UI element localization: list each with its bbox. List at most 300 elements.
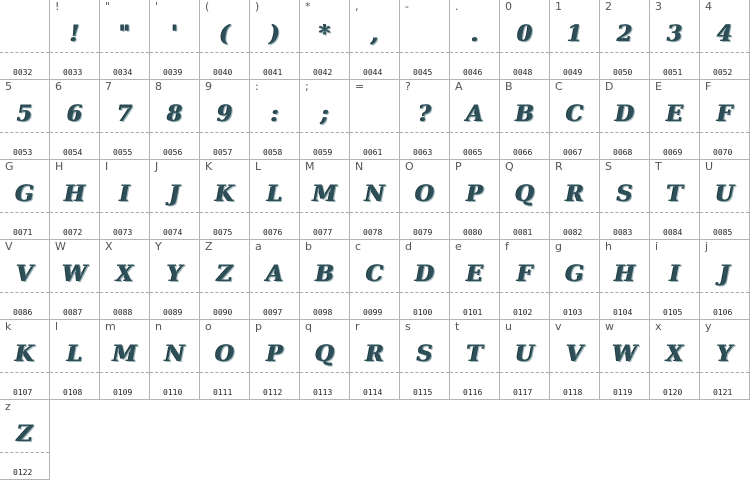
glyph-code-label: 0076 [263, 228, 283, 237]
glyph-cell [600, 0, 650, 80]
glyph-cell [100, 0, 150, 80]
baseline-divider [200, 372, 249, 373]
glyph-cell [350, 320, 400, 400]
glyph-code-label: 0034 [113, 68, 133, 77]
glyph-character-label: S [605, 160, 612, 173]
glyph-character-label: I [105, 160, 109, 173]
glyph-cell [550, 240, 600, 320]
glyph-code-label: 0067 [563, 148, 583, 157]
glyph-code-label: 0052 [713, 68, 733, 77]
glyph-character-label: q [305, 320, 312, 333]
glyph-preview: 7 [117, 101, 133, 127]
glyph-character-label: - [405, 0, 409, 13]
baseline-divider [400, 52, 449, 53]
glyph-code-label: 0039 [163, 68, 183, 77]
baseline-divider [50, 292, 99, 293]
glyph-code-label: 0104 [613, 308, 633, 317]
glyph-code-label: 0044 [363, 68, 383, 77]
baseline-divider [600, 212, 649, 213]
glyph-preview: T [466, 341, 484, 367]
glyph-cell [700, 80, 750, 160]
glyph-code-label: 0118 [563, 388, 583, 397]
glyph-character-label: R [555, 160, 563, 173]
glyph-cell [450, 240, 500, 320]
glyph-cell [300, 160, 350, 240]
glyph-preview: U [715, 181, 735, 207]
glyph-code-label: 0082 [563, 228, 583, 237]
baseline-divider [300, 292, 349, 293]
baseline-divider [450, 372, 499, 373]
glyph-preview: N [364, 181, 386, 207]
glyph-character-label: , [355, 0, 359, 13]
glyph-code-label: 0042 [313, 68, 333, 77]
glyph-character-label: G [5, 160, 14, 173]
glyph-cell [300, 320, 350, 400]
baseline-divider [700, 52, 749, 53]
glyph-code-label: 0085 [713, 228, 733, 237]
glyph-code-label: 0114 [363, 388, 383, 397]
glyph-code-label: 0070 [713, 148, 733, 157]
baseline-divider [200, 292, 249, 293]
glyph-character-label: v [555, 320, 562, 333]
glyph-character-label: A [455, 80, 463, 93]
glyph-cell [650, 80, 700, 160]
baseline-divider [250, 132, 299, 133]
glyph-cell [550, 0, 600, 80]
glyph-preview: O [215, 341, 235, 367]
glyph-cell [400, 240, 450, 320]
glyph-code-label: 0049 [563, 68, 583, 77]
glyph-cell [700, 160, 750, 240]
glyph-code-label: 0033 [63, 68, 83, 77]
baseline-divider [350, 212, 399, 213]
glyph-cell [600, 80, 650, 160]
glyph-code-label: 0077 [313, 228, 333, 237]
baseline-divider [150, 292, 199, 293]
glyph-character-label: n [155, 320, 162, 333]
glyph-character-label: j [705, 240, 709, 253]
glyph-character-label: 6 [55, 80, 62, 93]
baseline-divider [450, 292, 499, 293]
glyph-preview: Y [717, 341, 733, 367]
baseline-divider [650, 52, 699, 53]
glyph-cell [50, 240, 100, 320]
glyph-preview: C [366, 261, 384, 287]
baseline-divider [500, 372, 549, 373]
glyph-preview: S [417, 341, 433, 367]
baseline-divider [500, 52, 549, 53]
glyph-character-label: m [105, 320, 116, 333]
glyph-cell [0, 400, 50, 480]
glyph-code-label: 0112 [263, 388, 283, 397]
glyph-character-label: x [655, 320, 662, 333]
baseline-divider [250, 212, 299, 213]
glyph-preview: V [566, 341, 584, 367]
glyph-preview: Y [167, 261, 183, 287]
glyph-cell [300, 0, 350, 80]
glyph-preview: P [466, 181, 484, 207]
glyph-code-label: 0055 [113, 148, 133, 157]
baseline-divider [550, 132, 599, 133]
baseline-divider [300, 132, 349, 133]
glyph-cell [100, 320, 150, 400]
glyph-character-label: z [5, 400, 11, 413]
glyph-preview: D [615, 101, 635, 127]
glyph-cell [250, 80, 300, 160]
glyph-code-label: 0110 [163, 388, 183, 397]
glyph-cell [400, 160, 450, 240]
glyph-cell [0, 240, 50, 320]
glyph-preview: 0 [517, 21, 533, 47]
glyph-code-label: 0105 [663, 308, 683, 317]
glyph-cell [600, 160, 650, 240]
baseline-divider [600, 292, 649, 293]
glyph-preview [350, 96, 400, 132]
glyph-cell [250, 0, 300, 80]
glyph-preview: T [666, 181, 684, 207]
glyph-cell [500, 160, 550, 240]
glyph-cell [200, 240, 250, 320]
glyph-preview: M [312, 181, 338, 207]
glyph-preview: L [267, 181, 283, 207]
glyph-cell [150, 160, 200, 240]
baseline-divider [50, 212, 99, 213]
glyph-character-label: X [105, 240, 113, 253]
glyph-code-label: 0059 [313, 148, 333, 157]
glyph-code-label: 0084 [663, 228, 683, 237]
glyph-code-label: 0048 [513, 68, 533, 77]
glyph-cell [150, 0, 200, 80]
baseline-divider [0, 132, 49, 133]
glyph-cell [0, 0, 50, 80]
glyph-cell [200, 320, 250, 400]
glyph-preview: B [315, 261, 335, 287]
glyph-character-label: : [255, 80, 259, 93]
baseline-divider [50, 372, 99, 373]
glyph-code-label: 0087 [63, 308, 83, 317]
glyph-code-label: 0089 [163, 308, 183, 317]
glyph-preview: X [666, 341, 684, 367]
glyph-code-label: 0101 [463, 308, 483, 317]
glyph-preview: 5 [17, 101, 33, 127]
glyph-character-label: ? [405, 80, 411, 93]
glyph-cell [350, 160, 400, 240]
baseline-divider [600, 52, 649, 53]
baseline-divider [300, 372, 349, 373]
glyph-cell [400, 0, 450, 80]
glyph-cell [50, 0, 100, 80]
baseline-divider [350, 372, 399, 373]
glyph-cell [450, 320, 500, 400]
glyph-preview: 2 [617, 21, 633, 47]
baseline-divider [150, 132, 199, 133]
glyph-code-label: 0111 [213, 388, 233, 397]
glyph-cell [500, 240, 550, 320]
glyph-character-label: l [55, 320, 59, 333]
baseline-divider [650, 212, 699, 213]
glyph-code-label: 0046 [463, 68, 483, 77]
baseline-divider [450, 132, 499, 133]
glyph-preview: ' [171, 21, 179, 47]
glyph-character-label: e [455, 240, 462, 253]
glyph-preview: R [365, 341, 385, 367]
glyph-preview: C [566, 101, 584, 127]
glyph-preview: . [471, 21, 479, 47]
baseline-divider [400, 372, 449, 373]
glyph-preview: ! [70, 21, 80, 47]
glyph-cell [550, 320, 600, 400]
glyph-cell [350, 240, 400, 320]
glyph-preview: J [719, 261, 731, 287]
glyph-code-label: 0121 [713, 388, 733, 397]
glyph-cell [250, 240, 300, 320]
glyph-code-label: 0069 [663, 148, 683, 157]
glyph-cell [200, 0, 250, 80]
glyph-preview: 9 [217, 101, 233, 127]
glyph-code-label: 0099 [363, 308, 383, 317]
glyph-preview: I [669, 261, 681, 287]
glyph-code-label: 0056 [163, 148, 183, 157]
glyph-character-label: " [105, 0, 111, 13]
glyph-character-label: g [555, 240, 562, 253]
glyph-preview: N [164, 341, 186, 367]
glyph-character-label: O [405, 160, 414, 173]
glyph-character-label: f [505, 240, 509, 253]
glyph-cell [700, 320, 750, 400]
glyph-character-label: K [205, 160, 213, 173]
glyph-cell [150, 240, 200, 320]
glyph-character-label: k [5, 320, 12, 333]
glyph-preview: V [16, 261, 34, 287]
baseline-divider [150, 372, 199, 373]
glyph-preview [0, 16, 50, 52]
glyph-character-label: ; [305, 80, 309, 93]
glyph-character-label: T [655, 160, 662, 173]
glyph-code-label: 0074 [163, 228, 183, 237]
glyph-preview: Z [216, 261, 234, 287]
glyph-cell [300, 80, 350, 160]
glyph-cell [0, 160, 50, 240]
glyph-code-label: 0119 [613, 388, 633, 397]
glyph-cell [500, 320, 550, 400]
glyph-code-label: 0040 [213, 68, 233, 77]
glyph-cell [100, 160, 150, 240]
glyph-character-label: i [655, 240, 659, 253]
baseline-divider [400, 212, 449, 213]
glyph-code-label: 0075 [213, 228, 233, 237]
glyph-code-label: 0108 [63, 388, 83, 397]
glyph-preview: J [169, 181, 181, 207]
baseline-divider [450, 212, 499, 213]
glyph-code-label: 0080 [463, 228, 483, 237]
glyph-cell [400, 320, 450, 400]
glyph-character-label: y [705, 320, 712, 333]
glyph-preview: L [67, 341, 83, 367]
baseline-divider [550, 52, 599, 53]
glyph-cell [700, 240, 750, 320]
glyph-preview: A [466, 101, 484, 127]
glyph-preview: H [614, 261, 636, 287]
glyph-cell [500, 80, 550, 160]
baseline-divider [700, 372, 749, 373]
glyph-character-label: ! [55, 0, 60, 13]
glyph-preview: 4 [717, 21, 733, 47]
baseline-divider [350, 132, 399, 133]
glyph-code-label: 0088 [113, 308, 133, 317]
glyph-character-label: Y [155, 240, 162, 253]
baseline-divider [350, 292, 399, 293]
glyph-preview: 6 [67, 101, 83, 127]
glyph-code-label: 0032 [13, 68, 33, 77]
baseline-divider [100, 132, 149, 133]
baseline-divider [0, 372, 49, 373]
glyph-preview: B [515, 101, 535, 127]
glyph-character-label: W [55, 240, 66, 253]
glyph-cell [650, 160, 700, 240]
glyph-code-label: 0066 [513, 148, 533, 157]
glyph-character-label: ( [205, 0, 210, 13]
glyph-cell [0, 80, 50, 160]
glyph-character-label: 4 [705, 0, 712, 13]
glyph-preview: Q [315, 341, 335, 367]
baseline-divider [550, 292, 599, 293]
baseline-divider [50, 52, 99, 53]
baseline-divider [650, 292, 699, 293]
glyph-character-label: P [455, 160, 462, 173]
glyph-cell [250, 160, 300, 240]
glyph-code-label: 0097 [263, 308, 283, 317]
baseline-divider [200, 132, 249, 133]
glyph-code-label: 0098 [313, 308, 333, 317]
glyph-preview: F [517, 261, 533, 287]
glyph-character-label: 7 [105, 80, 112, 93]
glyph-code-label: 0072 [63, 228, 83, 237]
glyph-code-label: 0079 [413, 228, 433, 237]
glyph-preview: 1 [567, 21, 583, 47]
glyph-preview: ; [320, 101, 330, 127]
glyph-character-label: V [5, 240, 13, 253]
glyph-cell [150, 320, 200, 400]
glyph-code-label: 0113 [313, 388, 333, 397]
glyph-cell [600, 320, 650, 400]
glyph-preview: 3 [667, 21, 683, 47]
glyph-preview: 8 [167, 101, 183, 127]
glyph-cell [400, 80, 450, 160]
glyph-preview: E [666, 101, 684, 127]
glyph-code-label: 0122 [13, 468, 33, 477]
glyph-code-label: 0117 [513, 388, 533, 397]
glyph-preview: G [15, 181, 35, 207]
glyph-cell [200, 80, 250, 160]
glyph-code-label: 0061 [363, 148, 383, 157]
glyph-character-label: L [255, 160, 262, 173]
baseline-divider [650, 132, 699, 133]
glyph-preview: Z [16, 421, 34, 447]
glyph-cell [200, 160, 250, 240]
glyph-cell [650, 240, 700, 320]
glyph-preview: ( [219, 21, 231, 47]
glyph-character-label: C [555, 80, 563, 93]
baseline-divider [250, 372, 299, 373]
glyph-cell [450, 0, 500, 80]
glyph-character-label: U [705, 160, 714, 173]
glyph-cell [450, 80, 500, 160]
glyph-cell [100, 80, 150, 160]
glyph-code-label: 0071 [13, 228, 33, 237]
glyph-code-label: 0058 [263, 148, 283, 157]
baseline-divider [100, 372, 149, 373]
glyph-code-label: 0041 [263, 68, 283, 77]
baseline-divider [450, 52, 499, 53]
glyph-cell [300, 240, 350, 320]
glyph-preview: P [266, 341, 284, 367]
baseline-divider [650, 372, 699, 373]
glyph-character-label: M [305, 160, 315, 173]
baseline-divider [500, 132, 549, 133]
glyph-preview: ) [269, 21, 281, 47]
baseline-divider [550, 372, 599, 373]
glyph-character-label: a [255, 240, 262, 253]
glyph-preview: W [62, 261, 88, 287]
glyph-preview: O [415, 181, 435, 207]
baseline-divider [700, 212, 749, 213]
glyph-cell [350, 80, 400, 160]
glyph-cell [50, 160, 100, 240]
glyph-character-label: 1 [555, 0, 562, 13]
glyph-code-label: 0086 [13, 308, 33, 317]
glyph-code-label: 0054 [63, 148, 83, 157]
glyph-character-label: 9 [205, 80, 212, 93]
glyph-code-label: 0068 [613, 148, 633, 157]
glyph-character-label: ) [255, 0, 260, 13]
glyph-character-label: w [605, 320, 614, 333]
glyph-cell [700, 0, 750, 80]
baseline-divider [550, 212, 599, 213]
glyph-character-label: ' [155, 0, 159, 13]
glyph-code-label: 0053 [13, 148, 33, 157]
glyph-code-label: 0081 [513, 228, 533, 237]
glyph-cell [600, 240, 650, 320]
baseline-divider [150, 212, 199, 213]
glyph-code-label: 0073 [113, 228, 133, 237]
glyph-preview: I [119, 181, 131, 207]
glyph-code-label: 0051 [663, 68, 683, 77]
glyph-code-label: 0090 [213, 308, 233, 317]
baseline-divider [500, 292, 549, 293]
glyph-preview: , [371, 21, 379, 47]
glyph-preview: D [415, 261, 435, 287]
glyph-character-label: * [305, 0, 311, 13]
glyph-preview: ? [418, 101, 432, 127]
baseline-divider [100, 212, 149, 213]
glyph-character-label: u [505, 320, 512, 333]
glyph-preview: " [119, 21, 131, 47]
baseline-divider [0, 452, 49, 453]
glyph-character-label: 5 [5, 80, 12, 93]
glyph-character-label: J [155, 160, 159, 173]
glyph-preview: H [64, 181, 86, 207]
glyph-character-label: 2 [605, 0, 612, 13]
glyph-preview: Q [515, 181, 535, 207]
glyph-code-label: 0116 [463, 388, 483, 397]
glyph-cell [650, 320, 700, 400]
glyph-cell [350, 0, 400, 80]
glyph-preview: : [270, 101, 280, 127]
glyph-code-label: 0078 [363, 228, 383, 237]
glyph-code-label: 0103 [563, 308, 583, 317]
glyph-character-label: o [205, 320, 212, 333]
glyph-code-label: 0115 [413, 388, 433, 397]
